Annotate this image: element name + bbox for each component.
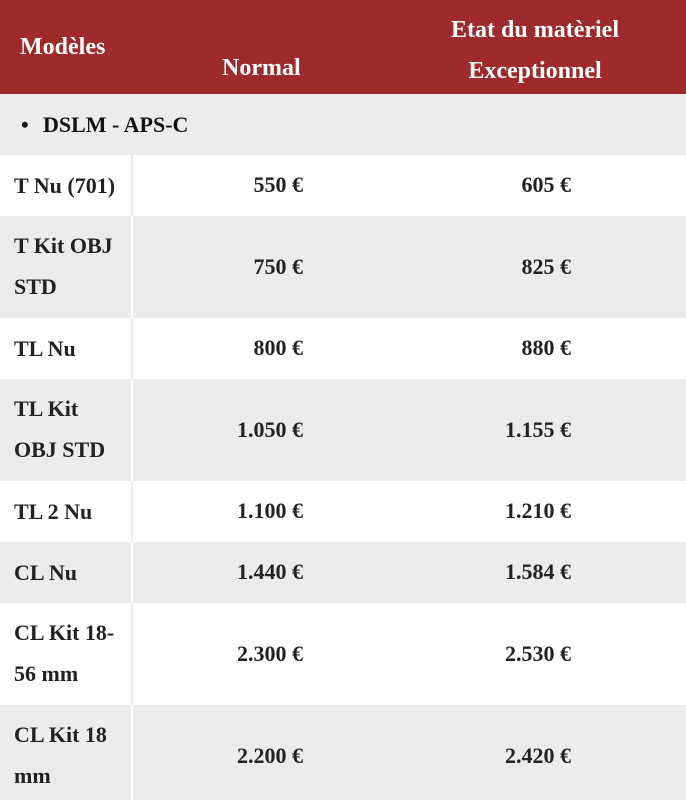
model-name: T Nu (701)	[14, 173, 116, 198]
model-name-line2: OBJ STD	[14, 437, 106, 462]
table-row	[0, 481, 686, 542]
table-row	[0, 603, 686, 705]
price-normal: 550 €	[253, 172, 303, 197]
model-cell	[0, 318, 131, 379]
model-name-line1: T Kit OBJ	[14, 233, 113, 258]
model-cell	[0, 155, 131, 216]
table-row	[0, 379, 686, 481]
header-state-line1: Etat du matèriel	[451, 17, 619, 43]
header-models: Modèles	[20, 34, 106, 60]
bullet-icon: •	[21, 112, 29, 137]
model-name: TL 2 Nu	[14, 499, 93, 524]
price-normal: 2.200 €	[237, 743, 303, 768]
model-cell	[0, 542, 131, 603]
section-row	[0, 94, 686, 155]
model-name: CL Nu	[14, 560, 77, 585]
model-name-line2: STD	[14, 274, 57, 299]
price-exceptional: 1.584 €	[505, 559, 571, 584]
table-row	[0, 216, 686, 318]
table-row	[0, 542, 686, 603]
model-cell	[0, 481, 131, 542]
header-state	[428, 10, 642, 92]
model-cell	[0, 603, 131, 705]
price-exceptional: 880 €	[521, 335, 571, 360]
model-name-line2: mm	[14, 763, 51, 788]
price-normal: 1.100 €	[237, 498, 303, 523]
table-header	[0, 0, 686, 94]
model-cell	[0, 379, 131, 481]
header-normal: Normal	[222, 55, 301, 81]
price-exceptional: 1.155 €	[505, 417, 571, 442]
model-name-line2: 56 mm	[14, 661, 79, 686]
model-name-line1: CL Kit 18	[14, 722, 107, 747]
table-row	[0, 155, 686, 216]
price-exceptional: 2.420 €	[505, 743, 571, 768]
model-name: TL Nu	[14, 336, 76, 361]
model-name-line1: CL Kit 18-	[14, 620, 115, 645]
table-row	[0, 705, 686, 800]
model-cell	[0, 216, 131, 318]
price-normal: 2.300 €	[237, 641, 303, 666]
price-normal: 750 €	[253, 254, 303, 279]
price-normal: 1.050 €	[237, 417, 303, 442]
section-label: DSLM - APS-C	[43, 112, 189, 137]
price-exceptional: 2.530 €	[505, 641, 571, 666]
price-exceptional: 1.210 €	[505, 498, 571, 523]
model-name-line1: TL Kit	[14, 396, 79, 421]
price-normal: 800 €	[253, 335, 303, 360]
price-normal: 1.440 €	[237, 559, 303, 584]
table-row	[0, 318, 686, 379]
price-exceptional: 825 €	[521, 254, 571, 279]
model-cell	[0, 705, 131, 800]
price-exceptional: 605 €	[521, 172, 571, 197]
header-state-line2: Exceptionnel	[468, 58, 602, 84]
